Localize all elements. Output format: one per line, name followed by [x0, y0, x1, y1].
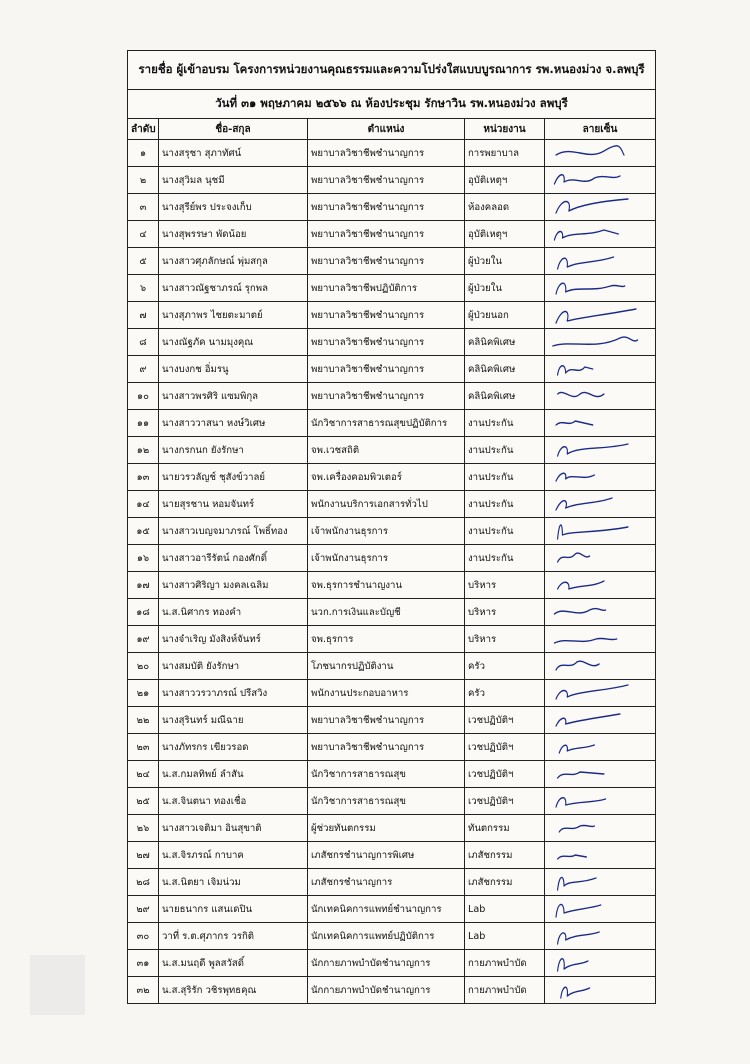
table-header-row — [128, 119, 655, 140]
handwritten-signature — [548, 600, 652, 624]
handwritten-signature — [548, 168, 652, 192]
background-shadow — [30, 955, 85, 1015]
row-signature — [545, 491, 656, 518]
row-position: พยาบาลวิชาชีพชำนาญการ — [308, 356, 465, 383]
row-name: นางสาวเจติมา อินสุขาติ — [159, 815, 308, 842]
row-unit: อุบัติเหตุฯ — [465, 221, 545, 248]
row-unit: ห้องคลอด — [465, 194, 545, 221]
row-position: นักวิชาการสาธารณสุข — [308, 761, 465, 788]
row-name: นางสาวเบญจมาภรณ์ โพธิ์ทอง — [159, 518, 308, 545]
row-name: นางณัฐภัค นามมุงคุณ — [159, 329, 308, 356]
row-unit: บริหาร — [465, 599, 545, 626]
table-row — [128, 437, 655, 464]
row-unit: บริหาร — [465, 626, 545, 653]
table-row — [128, 599, 655, 626]
row-signature — [545, 761, 656, 788]
row-position: พยาบาลวิชาชีพชำนาญการ — [308, 221, 465, 248]
row-position: พยาบาลวิชาชีพชำนาญการ — [308, 194, 465, 221]
row-signature — [545, 707, 656, 734]
table-row — [128, 707, 655, 734]
table-row — [128, 167, 655, 194]
row-name: นางภัทรกร เขียวรอด — [159, 734, 308, 761]
row-signature — [545, 599, 656, 626]
row-number: ๑๗ — [128, 572, 159, 599]
row-number: ๑๙ — [128, 626, 159, 653]
row-position: พยาบาลวิชาชีพชำนาญการ — [308, 167, 465, 194]
row-signature — [545, 194, 656, 221]
row-number: ๑ — [128, 140, 159, 167]
row-signature — [545, 302, 656, 329]
row-signature — [545, 275, 656, 302]
handwritten-signature — [548, 384, 652, 408]
row-name: นายวรวลัญช์ ชุสังข์วาลย์ — [159, 464, 308, 491]
row-signature — [545, 437, 656, 464]
handwritten-signature — [548, 357, 652, 381]
header-name: ชื่อ-สกุล — [159, 119, 308, 140]
table-row — [128, 140, 655, 167]
row-signature — [545, 680, 656, 707]
row-unit: เวชปฏิบัติฯ — [465, 707, 545, 734]
row-number: ๒๖ — [128, 815, 159, 842]
row-name: น.ส.สุริรัก วชิรพุทธคุณ — [159, 977, 308, 1004]
row-position: จพ.ธุรการ — [308, 626, 465, 653]
table-row — [128, 923, 655, 950]
row-unit: เภสัชกรรม — [465, 842, 545, 869]
table-row — [128, 626, 655, 653]
row-position: นักเทคนิคการแพทย์ปฏิบัติการ — [308, 923, 465, 950]
handwritten-signature — [548, 411, 652, 435]
handwritten-signature — [548, 465, 652, 489]
row-unit: อุบัติเหตุฯ — [465, 167, 545, 194]
row-number: ๓๒ — [128, 977, 159, 1004]
row-number: ๗ — [128, 302, 159, 329]
row-position: พยาบาลวิชาชีพชำนาญการ — [308, 248, 465, 275]
row-name: นางสุรินทร์ มณีฉาย — [159, 707, 308, 734]
row-signature — [545, 410, 656, 437]
row-position: โภชนากรปฏิบัติงาน — [308, 653, 465, 680]
header-no: ลำดับ — [128, 119, 159, 140]
row-position: พยาบาลวิชาชีพชำนาญการ — [308, 302, 465, 329]
handwritten-signature — [548, 708, 652, 732]
row-signature — [545, 869, 656, 896]
row-unit: คลินิคพิเศษ — [465, 383, 545, 410]
row-name: นายธนากร แสนเดปิน — [159, 896, 308, 923]
handwritten-signature — [548, 789, 652, 813]
header-signature: ลายเซ็น — [545, 119, 656, 140]
row-unit: ครัว — [465, 653, 545, 680]
row-name: น.ส.นิศากร ทองคำ — [159, 599, 308, 626]
handwritten-signature — [548, 573, 652, 597]
sheet-title: รายชื่อ ผู้เข้าอบรม โครงการหน่วยงานคุณธรรมและความโปร่งใสแบบบูรณาการ รพ.หนองม่วง จ.ลพบุรี — [128, 51, 655, 90]
row-unit: เวชปฏิบัติฯ — [465, 761, 545, 788]
row-number: ๒๙ — [128, 896, 159, 923]
row-position: พยาบาลวิชาชีพชำนาญการ — [308, 707, 465, 734]
row-position: นักกายภาพบำบัดชำนาญการ — [308, 977, 465, 1004]
row-name: นางสุรีย์พร ประจงเก็บ — [159, 194, 308, 221]
row-name: วาที่ ร.ต.ศุภากร วรกิติ — [159, 923, 308, 950]
table-row — [128, 410, 655, 437]
row-number: ๒๘ — [128, 869, 159, 896]
row-signature — [545, 950, 656, 977]
row-number: ๖ — [128, 275, 159, 302]
handwritten-signature — [548, 492, 652, 516]
row-unit: คลินิคพิเศษ — [465, 356, 545, 383]
row-signature — [545, 221, 656, 248]
table-row — [128, 680, 655, 707]
row-number: ๑๒ — [128, 437, 159, 464]
row-name: นางสาวพรศิริ แซมพิกุล — [159, 383, 308, 410]
row-position: นักกายภาพบำบัดชำนาญการ — [308, 950, 465, 977]
handwritten-signature — [548, 141, 652, 165]
row-number: ๑๓ — [128, 464, 159, 491]
row-name: นางสาวณัฐชาภรณ์ รุกพล — [159, 275, 308, 302]
table-row — [128, 761, 655, 788]
row-signature — [545, 653, 656, 680]
table-row — [128, 194, 655, 221]
row-unit: ผู้ป่วยใน — [465, 248, 545, 275]
table-row — [128, 221, 655, 248]
row-position: พนักงานประกอบอาหาร — [308, 680, 465, 707]
row-unit: คลินิคพิเศษ — [465, 329, 545, 356]
row-number: ๑๖ — [128, 545, 159, 572]
row-signature — [545, 140, 656, 167]
table-row — [128, 950, 655, 977]
table-row — [128, 248, 655, 275]
table-row — [128, 383, 655, 410]
row-name: นางสรุชา สุภาทัศน์ — [159, 140, 308, 167]
row-number: ๓๑ — [128, 950, 159, 977]
handwritten-signature — [548, 249, 652, 273]
row-number: ๙ — [128, 356, 159, 383]
row-name: นางบงกช อิ่มรนู — [159, 356, 308, 383]
row-signature — [545, 545, 656, 572]
row-unit: ผู้ป่วยนอก — [465, 302, 545, 329]
row-name: น.ส.กมลทิพย์ ลำสัน — [159, 761, 308, 788]
row-unit: งานประกัน — [465, 545, 545, 572]
attendance-table — [128, 119, 655, 1003]
row-name: นางสุภาพร ไชยตะมาตย์ — [159, 302, 308, 329]
handwritten-signature — [548, 438, 652, 462]
row-position: จพ.เครื่องคอมพิวเตอร์ — [308, 464, 465, 491]
row-position: พยาบาลวิชาชีพชำนาญการ — [308, 140, 465, 167]
row-position: นักวิชาการสาธารณสุข — [308, 788, 465, 815]
row-number: ๒๓ — [128, 734, 159, 761]
row-position: เภสัชกรชำนาญการพิเศษ — [308, 842, 465, 869]
row-unit: งานประกัน — [465, 410, 545, 437]
row-number: ๑๕ — [128, 518, 159, 545]
row-number: ๒๒ — [128, 707, 159, 734]
handwritten-signature — [548, 897, 652, 921]
row-name: น.ส.มนฤดี พูลสวัสดิ์ — [159, 950, 308, 977]
row-signature — [545, 572, 656, 599]
row-name: นายสุรชาน หอมจันทร์ — [159, 491, 308, 518]
row-name: นางจำเริญ มังสิงห์จันทร์ — [159, 626, 308, 653]
row-signature — [545, 356, 656, 383]
table-row — [128, 464, 655, 491]
table-row — [128, 869, 655, 896]
handwritten-signature — [548, 978, 652, 1002]
table-row — [128, 842, 655, 869]
row-name: นางสาววรวาภรณ์ ปรีสวิง — [159, 680, 308, 707]
row-number: ๒๗ — [128, 842, 159, 869]
table-row — [128, 302, 655, 329]
handwritten-signature — [548, 951, 652, 975]
row-unit: เภสัชกรรม — [465, 869, 545, 896]
handwritten-signature — [548, 654, 652, 678]
row-name: นางสาวศิริญา มงคลเฉลิม — [159, 572, 308, 599]
row-number: ๑๘ — [128, 599, 159, 626]
row-name: นางกรกนก ยังรักษา — [159, 437, 308, 464]
row-position: เจ้าพนักงานธุรการ — [308, 545, 465, 572]
row-number: ๑๑ — [128, 410, 159, 437]
sheet-subtitle: วันที่ ๓๑ พฤษภาคม ๒๕๖๖ ณ ห้องประชุม รักษาวิน รพ.หนองม่วง ลพบุรี — [128, 90, 655, 119]
row-unit: ผู้ป่วยใน — [465, 275, 545, 302]
table-row — [128, 491, 655, 518]
table-row — [128, 356, 655, 383]
row-name: น.ส.จิรภรณ์ กาบาค — [159, 842, 308, 869]
row-number: ๓ — [128, 194, 159, 221]
row-position: ผู้ช่วยทันตกรรม — [308, 815, 465, 842]
row-position: พยาบาลวิชาชีพชำนาญการ — [308, 734, 465, 761]
handwritten-signature — [548, 222, 652, 246]
row-signature — [545, 896, 656, 923]
table-row — [128, 788, 655, 815]
attendance-sheet — [127, 50, 656, 1004]
row-name: นางสุพรรษา พัดน้อย — [159, 221, 308, 248]
row-unit: ครัว — [465, 680, 545, 707]
handwritten-signature — [548, 735, 652, 759]
row-signature — [545, 734, 656, 761]
row-unit: งานประกัน — [465, 437, 545, 464]
row-signature — [545, 464, 656, 491]
row-unit: กายภาพบำบัด — [465, 950, 545, 977]
table-row — [128, 977, 655, 1004]
row-position: จพ.ธุรการชำนาญงาน — [308, 572, 465, 599]
row-number: ๒๕ — [128, 788, 159, 815]
table-row — [128, 545, 655, 572]
header-position: ตำแหน่ง — [308, 119, 465, 140]
handwritten-signature — [548, 627, 652, 651]
row-signature — [545, 167, 656, 194]
row-unit: เวชปฏิบัติฯ — [465, 734, 545, 761]
table-row — [128, 329, 655, 356]
handwritten-signature — [548, 762, 652, 786]
row-unit: การพยาบาล — [465, 140, 545, 167]
handwritten-signature — [548, 843, 652, 867]
row-number: ๒ — [128, 167, 159, 194]
row-position: พยาบาลวิชาชีพปฏิบัติการ — [308, 275, 465, 302]
table-row — [128, 653, 655, 680]
row-number: ๑๐ — [128, 383, 159, 410]
header-unit: หน่วยงาน — [465, 119, 545, 140]
row-name: นางสาววาสนา หงษ์วิเศษ — [159, 410, 308, 437]
row-name: น.ส.นิตยา เจิมน่วม — [159, 869, 308, 896]
row-unit: เวชปฏิบัติฯ — [465, 788, 545, 815]
row-position: นักเทคนิคการแพทย์ชำนาญการ — [308, 896, 465, 923]
row-name: นางสุวิมล นุชมี — [159, 167, 308, 194]
row-number: ๒๑ — [128, 680, 159, 707]
row-number: ๔ — [128, 221, 159, 248]
row-signature — [545, 842, 656, 869]
row-position: พนักงานบริการเอกสารทั่วไป — [308, 491, 465, 518]
row-number: ๒๐ — [128, 653, 159, 680]
table-row — [128, 896, 655, 923]
row-unit: งานประกัน — [465, 464, 545, 491]
table-row — [128, 518, 655, 545]
row-signature — [545, 815, 656, 842]
row-signature — [545, 788, 656, 815]
table-row — [128, 815, 655, 842]
row-position: จพ.เวชสถิติ — [308, 437, 465, 464]
table-row — [128, 734, 655, 761]
row-signature — [545, 518, 656, 545]
handwritten-signature — [548, 519, 652, 543]
row-number: ๑๔ — [128, 491, 159, 518]
row-number: ๓๐ — [128, 923, 159, 950]
row-signature — [545, 383, 656, 410]
table-row — [128, 572, 655, 599]
handwritten-signature — [548, 195, 652, 219]
row-signature — [545, 977, 656, 1004]
row-name: นางสาวอารีรัตน์ กองศักดิ์ — [159, 545, 308, 572]
handwritten-signature — [548, 681, 652, 705]
row-signature — [545, 329, 656, 356]
row-position: เจ้าพนักงานธุรการ — [308, 518, 465, 545]
row-unit: Lab — [465, 923, 545, 950]
table-row — [128, 275, 655, 302]
handwritten-signature — [548, 330, 652, 354]
row-name: นางสมบัติ ยังรักษา — [159, 653, 308, 680]
handwritten-signature — [548, 924, 652, 948]
handwritten-signature — [548, 276, 652, 300]
row-number: ๕ — [128, 248, 159, 275]
row-position: พยาบาลวิชาชีพชำนาญการ — [308, 383, 465, 410]
table-body — [128, 140, 655, 1004]
row-unit: ทันตกรรม — [465, 815, 545, 842]
row-unit: งานประกัน — [465, 491, 545, 518]
handwritten-signature — [548, 546, 652, 570]
row-unit: งานประกัน — [465, 518, 545, 545]
row-name: น.ส.จินตนา ทองเชื่อ — [159, 788, 308, 815]
row-number: ๒๔ — [128, 761, 159, 788]
handwritten-signature — [548, 870, 652, 894]
handwritten-signature — [548, 816, 652, 840]
row-position: เภสัชกรชำนาญการ — [308, 869, 465, 896]
row-position: นักวิชาการสาธารณสุขปฏิบัติการ — [308, 410, 465, 437]
row-signature — [545, 923, 656, 950]
row-name: นางสาวศุภลักษณ์ พุ่มสกุล — [159, 248, 308, 275]
row-position: นวก.การเงินและบัญชี — [308, 599, 465, 626]
row-signature — [545, 248, 656, 275]
row-signature — [545, 626, 656, 653]
row-position: พยาบาลวิชาชีพชำนาญการ — [308, 329, 465, 356]
row-unit: Lab — [465, 896, 545, 923]
row-number: ๘ — [128, 329, 159, 356]
handwritten-signature — [548, 303, 652, 327]
row-unit: กายภาพบำบัด — [465, 977, 545, 1004]
row-unit: บริหาร — [465, 572, 545, 599]
